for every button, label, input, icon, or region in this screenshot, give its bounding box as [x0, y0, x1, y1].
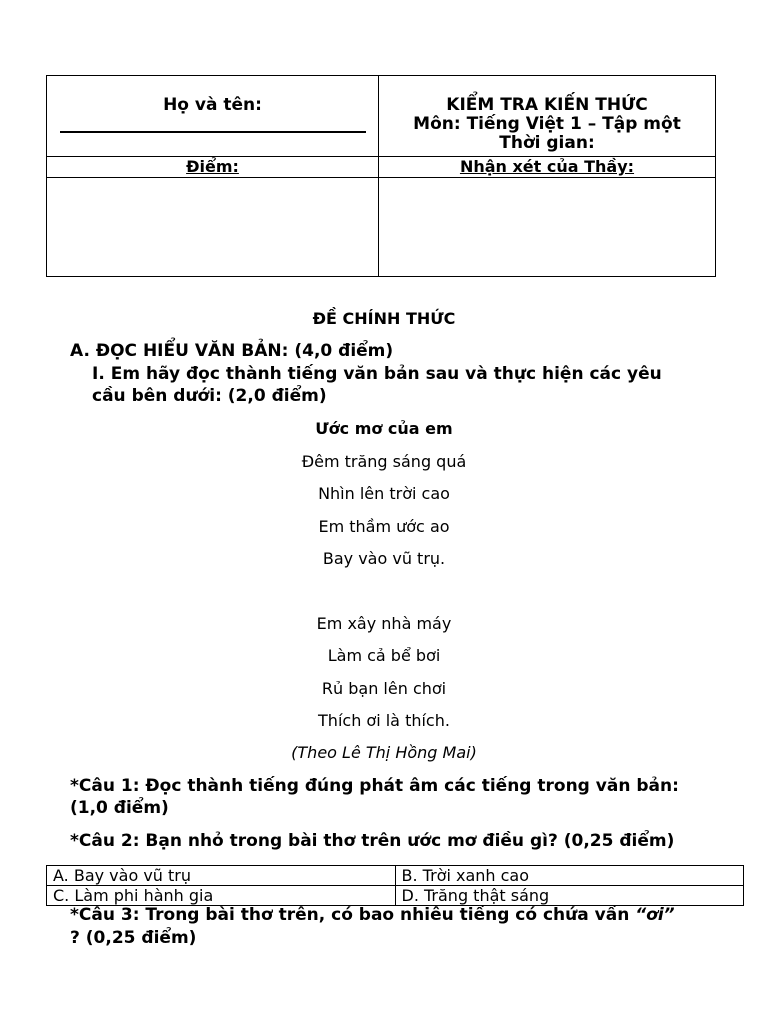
poem-line: Làm cả bể bơi — [327, 646, 441, 665]
test-info-cell — [379, 76, 716, 157]
time-label: Thời gian: — [499, 133, 595, 153]
question-3-line1 — [70, 905, 675, 925]
subject-label: Môn: Tiếng Việt 1 – Tập một — [413, 114, 681, 134]
part1-instruction-line1: I. Em hãy đọc thành tiếng văn bản sau và thực hiện các yêu — [92, 364, 662, 384]
poem-line: Rủ bạn lên chơi — [321, 679, 447, 698]
question-2-options-table — [46, 865, 744, 906]
poem-line: Em thầm ước ao — [318, 517, 450, 536]
option-a: A. Bay vào vũ trụ — [47, 866, 396, 886]
official-exam-title: ĐỀ CHÍNH THỨC — [312, 309, 456, 328]
score-header-cell — [47, 156, 379, 177]
question-1-line2: (1,0 điểm) — [70, 798, 169, 818]
poem-line: Đêm trăng sáng quá — [301, 452, 467, 471]
poem-line: Thích ơi là thích. — [318, 711, 450, 730]
poem-line: Em xây nhà máy — [316, 614, 452, 633]
poem-source: (Theo Lê Thị Hồng Mai) — [291, 743, 477, 762]
question-1-line1: *Câu 1: Đọc thành tiếng đúng phát âm các tiếng trong văn bản: — [70, 776, 679, 796]
comment-box — [379, 178, 716, 277]
name-blank-line — [60, 123, 366, 133]
option-b: B. Trời xanh cao — [395, 866, 744, 886]
score-label: Điểm: — [186, 156, 239, 176]
test-title: KIỂM TRA KIẾN THỨC — [446, 95, 648, 115]
comment-header-cell — [379, 156, 716, 177]
option-d: D. Trăng thật sáng — [395, 886, 744, 906]
comment-label: Nhận xét của Thầy: — [459, 156, 635, 176]
question-3-line2: ? (0,25 điểm) — [70, 928, 197, 948]
name-label: Họ và tên: — [163, 95, 262, 115]
poem-title: Ước mơ của em — [315, 419, 453, 438]
section-a-heading: A. ĐỌC HIỂU VĂN BẢN: (4,0 điểm) — [70, 341, 394, 361]
poem-line: Nhìn lên trời cao — [318, 484, 450, 503]
student-name-cell — [47, 76, 379, 157]
question-3-prefix: *Câu 3: Trong bài thơ trên, có bao nhiêu tiếng có chứa vần — [70, 905, 636, 925]
part1-instruction-line2: cầu bên dưới: (2,0 điểm) — [92, 386, 327, 406]
question-3-rhyme: “ơi” — [635, 905, 675, 925]
score-box — [47, 178, 379, 277]
exam-header-table — [46, 75, 716, 277]
question-2: *Câu 2: Bạn nhỏ trong bài thơ trên ước mơ điều gì? (0,25 điểm) — [70, 831, 675, 851]
option-c: C. Làm phi hành gia — [47, 886, 396, 906]
poem-line: Bay vào vũ trụ. — [322, 549, 446, 568]
